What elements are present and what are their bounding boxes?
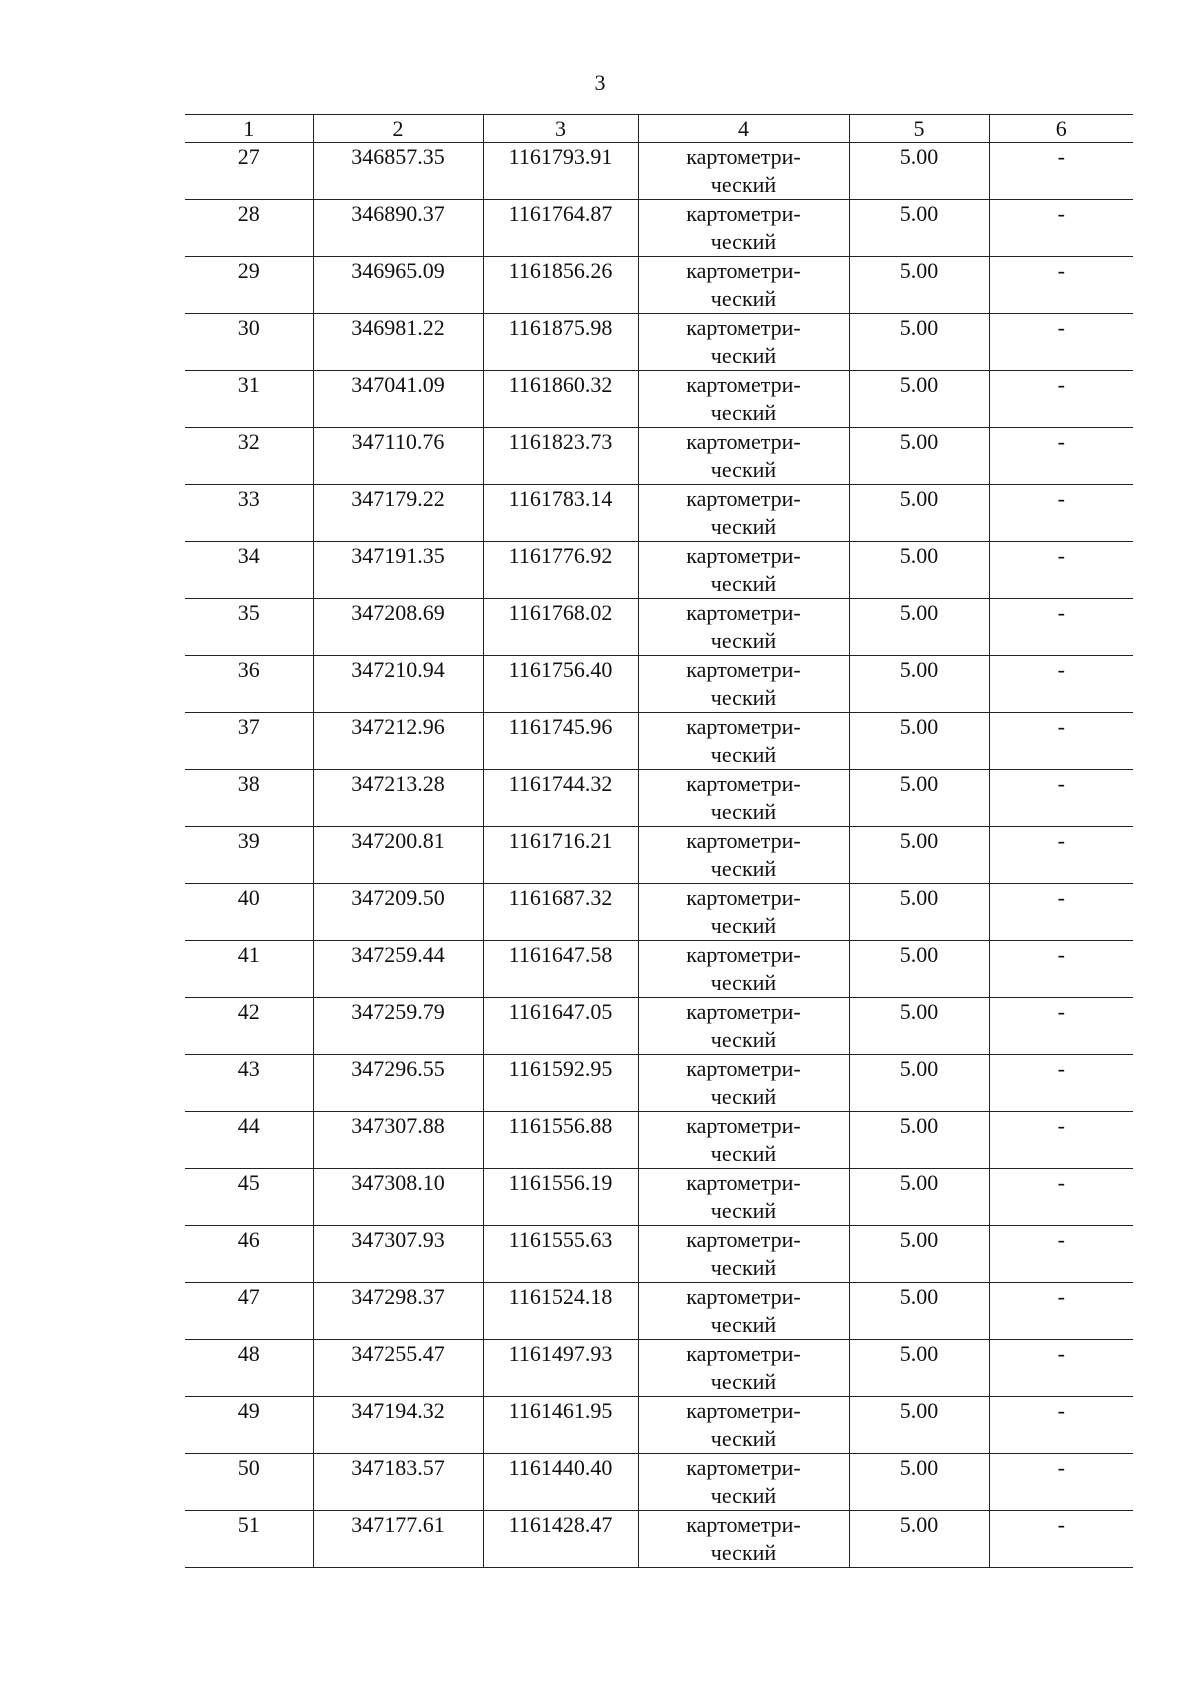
method-cell	[638, 1112, 849, 1169]
method-cell	[638, 314, 849, 371]
method-cell	[638, 200, 849, 257]
accuracy-cell: 5.00	[849, 1112, 989, 1169]
method-line-2: ческий	[710, 799, 777, 824]
method-cell	[638, 998, 849, 1055]
method-line-1: картометри-	[686, 429, 801, 454]
y-coordinate-cell: 1161497.93	[483, 1340, 638, 1397]
method-line-2: ческий	[710, 343, 777, 368]
description-cell: -	[989, 1454, 1133, 1511]
method-cell	[638, 1226, 849, 1283]
method-line-2: ческий	[710, 970, 777, 995]
accuracy-cell: 5.00	[849, 827, 989, 884]
description-cell: -	[989, 941, 1133, 998]
x-coordinate-cell: 346965.09	[313, 257, 483, 314]
method-line-2: ческий	[710, 1369, 777, 1394]
point-number-cell: 31	[185, 371, 313, 428]
y-coordinate-cell: 1161555.63	[483, 1226, 638, 1283]
accuracy-cell: 5.00	[849, 941, 989, 998]
y-coordinate-cell: 1161556.88	[483, 1112, 638, 1169]
x-coordinate-cell: 346981.22	[313, 314, 483, 371]
method-line-2: ческий	[710, 1483, 777, 1508]
accuracy-cell: 5.00	[849, 485, 989, 542]
description-cell: -	[989, 713, 1133, 770]
method-line-1: картометри-	[686, 714, 801, 739]
x-coordinate-cell: 347259.79	[313, 998, 483, 1055]
y-coordinate-cell: 1161647.05	[483, 998, 638, 1055]
x-coordinate-cell: 347194.32	[313, 1397, 483, 1454]
table-row	[185, 941, 1133, 998]
y-coordinate-cell: 1161860.32	[483, 371, 638, 428]
x-coordinate-cell: 347208.69	[313, 599, 483, 656]
method-line-2: ческий	[710, 628, 777, 653]
method-line-2: ческий	[710, 229, 777, 254]
accuracy-cell: 5.00	[849, 713, 989, 770]
accuracy-cell: 5.00	[849, 1226, 989, 1283]
accuracy-cell: 5.00	[849, 770, 989, 827]
description-cell: -	[989, 485, 1133, 542]
method-cell	[638, 257, 849, 314]
point-number-cell: 40	[185, 884, 313, 941]
method-line-2: ческий	[710, 1141, 777, 1166]
description-cell: -	[989, 1055, 1133, 1112]
method-line-1: картометри-	[686, 486, 801, 511]
method-line-1: картометри-	[686, 771, 801, 796]
accuracy-cell: 5.00	[849, 428, 989, 485]
accuracy-cell: 5.00	[849, 314, 989, 371]
description-cell: -	[989, 143, 1133, 200]
method-line-1: картометри-	[686, 942, 801, 967]
x-coordinate-cell: 347110.76	[313, 428, 483, 485]
y-coordinate-cell: 1161756.40	[483, 656, 638, 713]
table-row	[185, 713, 1133, 770]
y-coordinate-cell: 1161592.95	[483, 1055, 638, 1112]
y-coordinate-cell: 1161556.19	[483, 1169, 638, 1226]
method-line-2: ческий	[710, 514, 777, 539]
table-row	[185, 485, 1133, 542]
x-coordinate-cell: 347213.28	[313, 770, 483, 827]
point-number-cell: 51	[185, 1511, 313, 1568]
point-number-cell: 30	[185, 314, 313, 371]
accuracy-cell: 5.00	[849, 1055, 989, 1112]
x-coordinate-cell: 347212.96	[313, 713, 483, 770]
point-number-cell: 43	[185, 1055, 313, 1112]
method-line-2: ческий	[710, 1426, 777, 1451]
column-header-1: 1	[185, 115, 313, 143]
description-cell: -	[989, 428, 1133, 485]
table-row	[185, 1397, 1133, 1454]
table-row	[185, 257, 1133, 314]
description-cell: -	[989, 1511, 1133, 1568]
x-coordinate-cell: 347209.50	[313, 884, 483, 941]
accuracy-cell: 5.00	[849, 656, 989, 713]
point-number-cell: 32	[185, 428, 313, 485]
method-cell	[638, 485, 849, 542]
description-cell: -	[989, 770, 1133, 827]
x-coordinate-cell: 347200.81	[313, 827, 483, 884]
method-cell	[638, 1511, 849, 1568]
column-header-3: 3	[483, 115, 638, 143]
method-line-1: картометри-	[686, 1056, 801, 1081]
accuracy-cell: 5.00	[849, 257, 989, 314]
method-line-2: ческий	[710, 1027, 777, 1052]
point-number-cell: 50	[185, 1454, 313, 1511]
method-line-2: ческий	[710, 913, 777, 938]
method-line-1: картометри-	[686, 1341, 801, 1366]
y-coordinate-cell: 1161768.02	[483, 599, 638, 656]
method-cell	[638, 1055, 849, 1112]
y-coordinate-cell: 1161647.58	[483, 941, 638, 998]
y-coordinate-cell: 1161744.32	[483, 770, 638, 827]
description-cell: -	[989, 827, 1133, 884]
method-line-2: ческий	[710, 172, 777, 197]
method-cell	[638, 1340, 849, 1397]
method-cell	[638, 599, 849, 656]
description-cell: -	[989, 1397, 1133, 1454]
method-line-2: ческий	[710, 856, 777, 881]
description-cell: -	[989, 1112, 1133, 1169]
accuracy-cell: 5.00	[849, 1169, 989, 1226]
method-line-1: картометри-	[686, 885, 801, 910]
accuracy-cell: 5.00	[849, 371, 989, 428]
method-line-2: ческий	[710, 1198, 777, 1223]
column-header-4: 4	[638, 115, 849, 143]
table-row	[185, 1511, 1133, 1568]
method-cell	[638, 1397, 849, 1454]
method-cell	[638, 656, 849, 713]
method-cell	[638, 143, 849, 200]
method-line-2: ческий	[710, 742, 777, 767]
point-number-cell: 33	[185, 485, 313, 542]
y-coordinate-cell: 1161745.96	[483, 713, 638, 770]
description-cell: -	[989, 599, 1133, 656]
table-row	[185, 656, 1133, 713]
accuracy-cell: 5.00	[849, 1283, 989, 1340]
method-line-2: ческий	[710, 400, 777, 425]
accuracy-cell: 5.00	[849, 1340, 989, 1397]
x-coordinate-cell: 346890.37	[313, 200, 483, 257]
point-number-cell: 39	[185, 827, 313, 884]
method-line-2: ческий	[710, 571, 777, 596]
point-number-cell: 28	[185, 200, 313, 257]
x-coordinate-cell: 347177.61	[313, 1511, 483, 1568]
x-coordinate-cell: 347307.88	[313, 1112, 483, 1169]
point-number-cell: 35	[185, 599, 313, 656]
method-line-1: картометри-	[686, 1113, 801, 1138]
x-coordinate-cell: 347307.93	[313, 1226, 483, 1283]
x-coordinate-cell: 347255.47	[313, 1340, 483, 1397]
accuracy-cell: 5.00	[849, 542, 989, 599]
x-coordinate-cell: 347191.35	[313, 542, 483, 599]
point-number-cell: 29	[185, 257, 313, 314]
method-line-1: картометри-	[686, 372, 801, 397]
method-line-2: ческий	[710, 1540, 777, 1565]
description-cell: -	[989, 257, 1133, 314]
description-cell: -	[989, 1169, 1133, 1226]
y-coordinate-cell: 1161428.47	[483, 1511, 638, 1568]
table-row	[185, 314, 1133, 371]
table-row	[185, 200, 1133, 257]
x-coordinate-cell: 347308.10	[313, 1169, 483, 1226]
method-line-1: картометри-	[686, 258, 801, 283]
method-cell	[638, 1169, 849, 1226]
method-line-1: картометри-	[686, 1227, 801, 1252]
point-number-cell: 46	[185, 1226, 313, 1283]
y-coordinate-cell: 1161776.92	[483, 542, 638, 599]
y-coordinate-cell: 1161524.18	[483, 1283, 638, 1340]
table-row	[185, 1340, 1133, 1397]
method-cell	[638, 542, 849, 599]
table-row	[185, 428, 1133, 485]
point-number-cell: 41	[185, 941, 313, 998]
table-row	[185, 1226, 1133, 1283]
method-line-1: картометри-	[686, 999, 801, 1024]
description-cell: -	[989, 1226, 1133, 1283]
x-coordinate-cell: 347183.57	[313, 1454, 483, 1511]
method-cell	[638, 941, 849, 998]
method-line-1: картометри-	[686, 1170, 801, 1195]
accuracy-cell: 5.00	[849, 200, 989, 257]
x-coordinate-cell: 347210.94	[313, 656, 483, 713]
method-cell	[638, 1454, 849, 1511]
description-cell: -	[989, 884, 1133, 941]
point-number-cell: 45	[185, 1169, 313, 1226]
method-line-1: картометри-	[686, 657, 801, 682]
method-cell	[638, 371, 849, 428]
accuracy-cell: 5.00	[849, 599, 989, 656]
accuracy-cell: 5.00	[849, 1454, 989, 1511]
x-coordinate-cell: 346857.35	[313, 143, 483, 200]
method-line-1: картометри-	[686, 315, 801, 340]
table-body	[185, 143, 1133, 1568]
method-line-2: ческий	[710, 1255, 777, 1280]
y-coordinate-cell: 1161764.87	[483, 200, 638, 257]
table-row	[185, 884, 1133, 941]
y-coordinate-cell: 1161783.14	[483, 485, 638, 542]
method-line-1: картометри-	[686, 201, 801, 226]
point-number-cell: 34	[185, 542, 313, 599]
page-number: 3	[594, 70, 606, 95]
description-cell: -	[989, 314, 1133, 371]
method-cell	[638, 884, 849, 941]
y-coordinate-cell: 1161716.21	[483, 827, 638, 884]
description-cell: -	[989, 1340, 1133, 1397]
method-line-2: ческий	[710, 1312, 777, 1337]
table-row	[185, 1454, 1133, 1511]
x-coordinate-cell: 347259.44	[313, 941, 483, 998]
table-row	[185, 1112, 1133, 1169]
column-header-5: 5	[849, 115, 989, 143]
x-coordinate-cell: 347296.55	[313, 1055, 483, 1112]
table-row	[185, 599, 1133, 656]
column-header-6: 6	[989, 115, 1133, 143]
description-cell: -	[989, 542, 1133, 599]
table-row	[185, 998, 1133, 1055]
point-number-cell: 37	[185, 713, 313, 770]
method-line-1: картометри-	[686, 1284, 801, 1309]
table-row	[185, 371, 1133, 428]
y-coordinate-cell: 1161440.40	[483, 1454, 638, 1511]
description-cell: -	[989, 200, 1133, 257]
x-coordinate-cell: 347179.22	[313, 485, 483, 542]
method-line-1: картометри-	[686, 144, 801, 169]
accuracy-cell: 5.00	[849, 1397, 989, 1454]
description-cell: -	[989, 998, 1133, 1055]
method-cell	[638, 827, 849, 884]
point-number-cell: 27	[185, 143, 313, 200]
point-number-cell: 48	[185, 1340, 313, 1397]
method-line-2: ческий	[710, 286, 777, 311]
y-coordinate-cell: 1161687.32	[483, 884, 638, 941]
table-row	[185, 1169, 1133, 1226]
method-cell	[638, 1283, 849, 1340]
method-line-2: ческий	[710, 685, 777, 710]
y-coordinate-cell: 1161461.95	[483, 1397, 638, 1454]
description-cell: -	[989, 656, 1133, 713]
y-coordinate-cell: 1161875.98	[483, 314, 638, 371]
point-number-cell: 47	[185, 1283, 313, 1340]
accuracy-cell: 5.00	[849, 143, 989, 200]
point-number-cell: 44	[185, 1112, 313, 1169]
y-coordinate-cell: 1161793.91	[483, 143, 638, 200]
method-line-1: картометри-	[686, 600, 801, 625]
coordinates-table	[185, 114, 1133, 1568]
point-number-cell: 49	[185, 1397, 313, 1454]
description-cell: -	[989, 1283, 1133, 1340]
column-header-2: 2	[313, 115, 483, 143]
y-coordinate-cell: 1161823.73	[483, 428, 638, 485]
accuracy-cell: 5.00	[849, 998, 989, 1055]
point-number-cell: 38	[185, 770, 313, 827]
point-number-cell: 42	[185, 998, 313, 1055]
description-cell: -	[989, 371, 1133, 428]
accuracy-cell: 5.00	[849, 884, 989, 941]
table-row	[185, 143, 1133, 200]
method-cell	[638, 770, 849, 827]
method-line-1: картометри-	[686, 1512, 801, 1537]
method-line-2: ческий	[710, 1084, 777, 1109]
method-line-1: картометри-	[686, 543, 801, 568]
table-row	[185, 1055, 1133, 1112]
header-row	[185, 115, 1133, 143]
method-line-1: картометри-	[686, 1398, 801, 1423]
table-row	[185, 1283, 1133, 1340]
x-coordinate-cell: 347298.37	[313, 1283, 483, 1340]
table-row	[185, 827, 1133, 884]
table-row	[185, 770, 1133, 827]
table-row	[185, 542, 1133, 599]
y-coordinate-cell: 1161856.26	[483, 257, 638, 314]
method-line-1: картометри-	[686, 828, 801, 853]
method-line-1: картометри-	[686, 1455, 801, 1480]
method-cell	[638, 713, 849, 770]
point-number-cell: 36	[185, 656, 313, 713]
method-cell	[638, 428, 849, 485]
accuracy-cell: 5.00	[849, 1511, 989, 1568]
method-line-2: ческий	[710, 457, 777, 482]
x-coordinate-cell: 347041.09	[313, 371, 483, 428]
table-header	[185, 115, 1133, 143]
